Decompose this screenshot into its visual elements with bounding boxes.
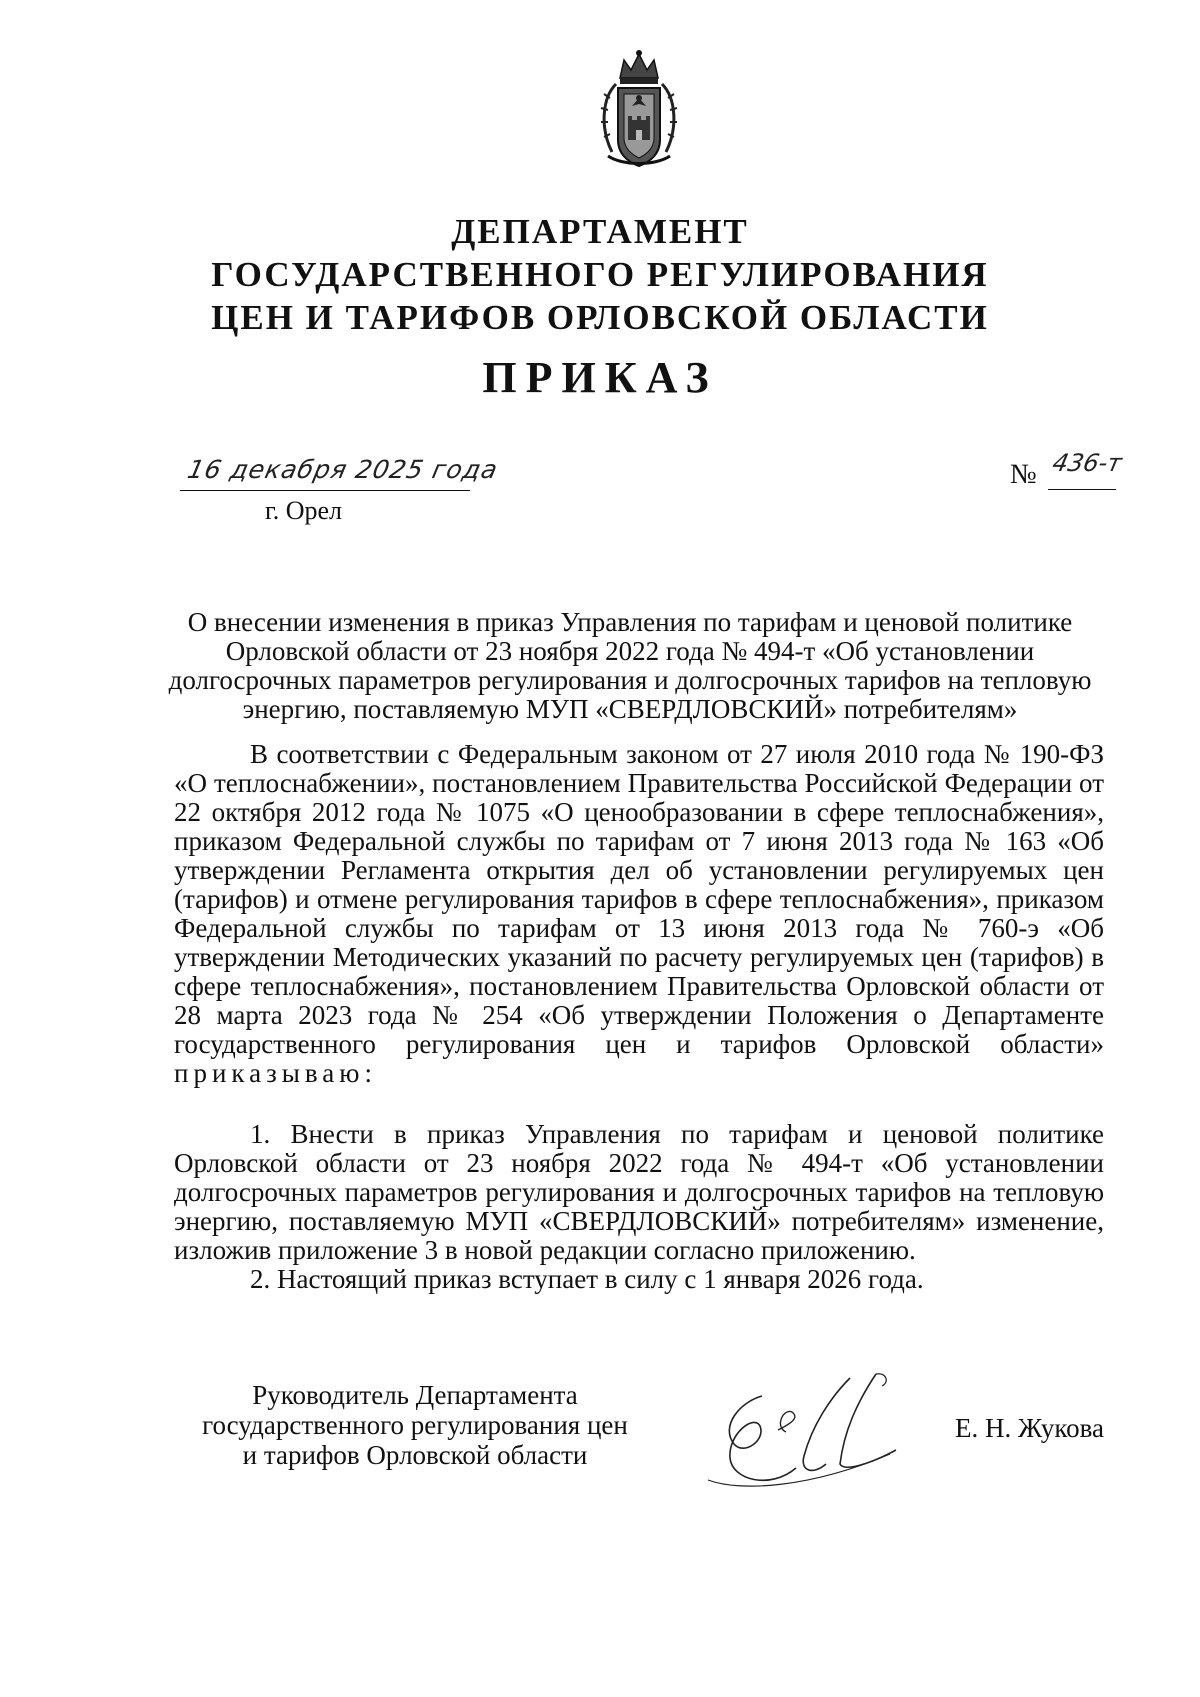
date-underline bbox=[180, 490, 470, 491]
order-subject: О внесении изменения в приказ Управления по тарифам и ценовой политике Орловской области от 23 ноября 2022 года № 494-т «Об установлении долгосрочных параметров регулирования и долгосрочных тарифов на тепловую энергию, поставляемую МУП «СВЕРДЛОВСКИЙ» потребителям» bbox=[168, 607, 1092, 724]
signatory-title-line-2: государственного регулирования цен bbox=[202, 1410, 628, 1440]
order-word: приказываю: bbox=[174, 1058, 377, 1088]
signatory-title-line-1: Руководитель Департамента bbox=[252, 1380, 578, 1410]
order-date-handwritten: 16 декабря 2025 года bbox=[184, 455, 501, 484]
signatory-name: Е. Н. Жукова bbox=[955, 1413, 1104, 1443]
handwritten-signature-icon bbox=[700, 1368, 910, 1498]
signatory-title bbox=[170, 1380, 660, 1470]
order-item-2: 2. Настоящий приказ вступает в силу с 1 января 2026 года. bbox=[250, 1264, 924, 1294]
order-number-handwritten: 436-т bbox=[1050, 449, 1125, 477]
header-line-1: ДЕПАРТАМЕНТ bbox=[451, 212, 749, 251]
document-type-title: ПРИКАЗ bbox=[482, 353, 718, 402]
order-item-1: 1. Внести в приказ Управления по тарифам и ценовой политике Орловской области от 23 ноября 2022 года № 494-т «Об установлении долгосрочных параметров регулирования и долгосрочных тарифов на тепловую энергию, поставляемую МУП «СВЕРДЛОВСКИЙ» потребителям» изменение, изложив приложение 3 в новой редакции согласно приложению. bbox=[174, 1119, 1104, 1265]
signatory-title-line-3: и тарифов Орловской области bbox=[242, 1440, 588, 1470]
city-label: г. Орел bbox=[265, 496, 343, 525]
header-line-3: ЦЕН И ТАРИФОВ ОРЛОВСКОЙ ОБЛАСТИ bbox=[211, 298, 989, 337]
order-preamble bbox=[174, 740, 1104, 1088]
header-line-2: ГОСУДАРСТВЕННОГО РЕГУЛИРОВАНИЯ bbox=[211, 255, 989, 294]
number-sign: № bbox=[1010, 459, 1037, 490]
number-underline bbox=[1048, 489, 1116, 490]
preamble-text: В соответствии с Федеральным законом от 27 июля 2010 года № 190-ФЗ «О теплоснабжении», постановлением Правительства Российской Федерации от 22 октября 2012 года № 1075 «О ценообразовании в сфере теплоснабжения», приказом Федеральной службы по тарифам от 7 июня 2013 года № 163 «Об утверждении Регламента открытия дел об установлении регулируемых цен (тарифов) и отмене регулирования тарифов в сфере теплоснабжения», приказом Федеральной службы по тарифам от 13 июня 2013 года № 760-э «Об утверждении Методических указаний по расчету регулируемых цен (тарифов) в сфере теплоснабжения», постановлением Правительства Орловской области от 28 марта 2023 года № 254 «Об утверждении Положения о Департаменте государственного регулирования цен и тарифов Орловской области» bbox=[174, 739, 1104, 1059]
coat-of-arms-icon bbox=[598, 48, 680, 174]
